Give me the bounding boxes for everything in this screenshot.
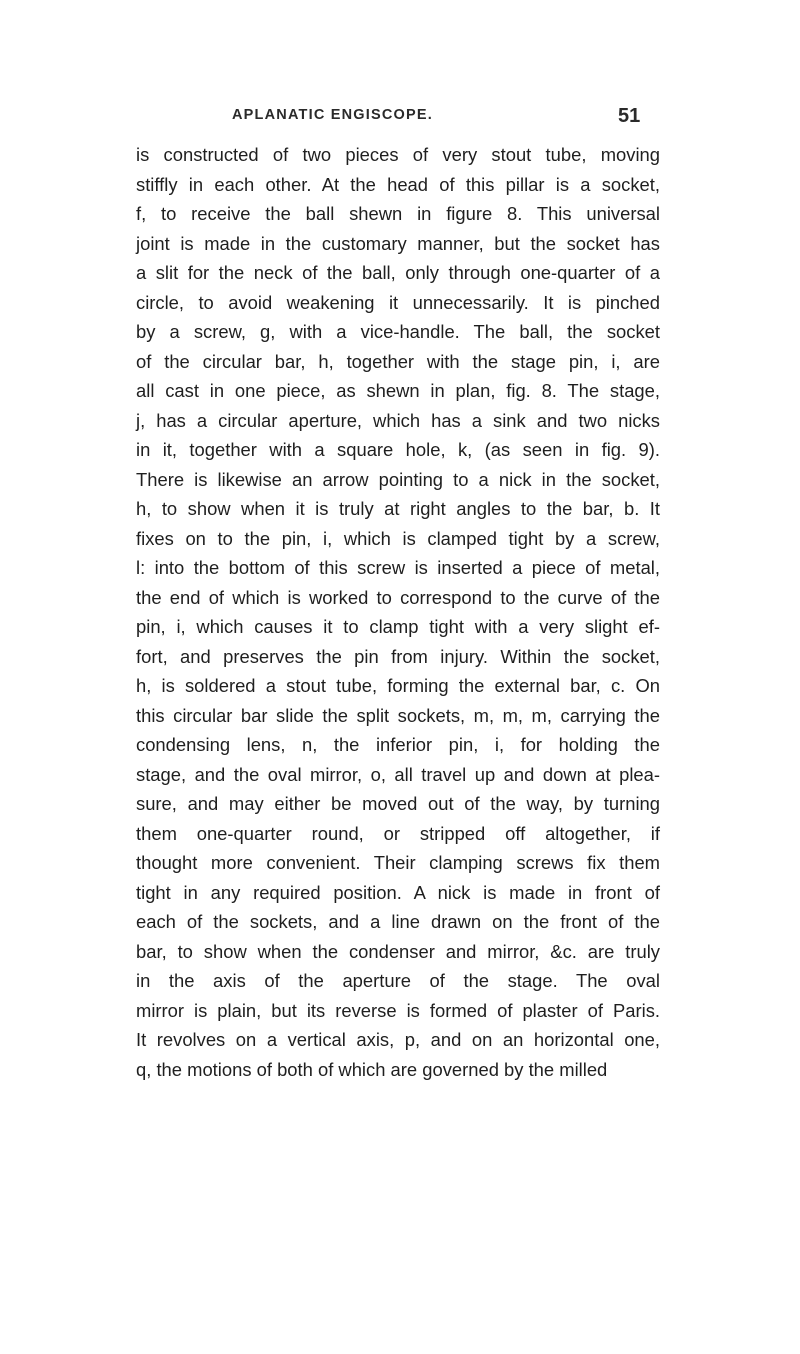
text-line: mirror is plain, but its reverse is formed of plaster of Paris. [136,999,660,1021]
text-line: h, to show when it is truly at right angles to the bar, b. It [136,498,660,519]
text-line: is constructed of two pieces of very stout tube, moving [136,144,660,165]
text-line: each of the sockets, and a line drawn on the front of the [136,911,660,932]
text-line: in it, together with a square hole, k, (as seen in fig. 9). [136,439,660,460]
text-line: q, the motions of both of which are governed by the milled [136,1058,608,1080]
text-line: There is likewise an arrow pointing to a nick in the socket, [136,468,660,490]
text-line: pin, i, which causes it to clamp tight with a very slight ef- [136,616,660,637]
text-line: all cast in one piece, as shewn in plan, fig. 8. The stage, [136,380,660,401]
text-line: sure, and may either be moved out of the way, by turning [136,793,660,814]
text-line: f, to receive the ball shewn in figure 8. This universal [136,203,660,224]
text-line: l: into the bottom of this screw is inserted a piece of metal, [136,557,660,578]
text-line: thought more convenient. Their clamping screws fix them [136,852,660,873]
text-line: this circular bar slide the split sockets, m, m, m, carrying the [136,704,660,726]
text-line: by a screw, g, with a vice-handle. The ball, the socket [136,321,660,342]
page-number: 51 [618,105,641,127]
text-line: the end of which is worked to correspond to the curve of the [136,586,660,608]
text-line: stiffly in each other. At the head of this pillar is a socket, [136,173,660,195]
text-line: circle, to avoid weakening it unnecessarily. It is pinched [136,291,660,313]
text-line: condensing lens, n, the inferior pin, i, for holding the [136,734,660,755]
text-line: joint is made in the customary manner, but the socket has [136,232,660,254]
text-line: fort, and preserves the pin from injury. Within the socket, [136,645,660,667]
text-line: stage, and the oval mirror, o, all travel up and down at plea- [136,763,660,785]
running-head [0,87,800,127]
text-line: tight in any required position. A nick is made in front of [136,881,660,903]
text-line: of the circular bar, h, together with the stage pin, i, are [136,350,660,372]
text-line: fixes on to the pin, i, which is clamped tight by a screw, [136,527,660,549]
text-line: It revolves on a vertical axis, p, and on an horizontal one, [136,1029,660,1050]
text-line: j, has a circular aperture, which has a sink and two nicks [136,409,660,431]
text-line: bar, to show when the condenser and mirror, &c. are truly [136,940,660,962]
text-line: a slit for the neck of the ball, only through one-quarter of a [136,262,660,283]
text-line: them one-quarter round, or stripped off altogether, if [136,822,660,844]
text-line: in the axis of the aperture of the stage. The oval [136,970,660,991]
text-line: h, is soldered a stout tube, forming the external bar, c. On [136,675,660,696]
running-title: APLANATIC ENGISCOPE. [232,107,433,123]
body-text [136,140,660,1084]
